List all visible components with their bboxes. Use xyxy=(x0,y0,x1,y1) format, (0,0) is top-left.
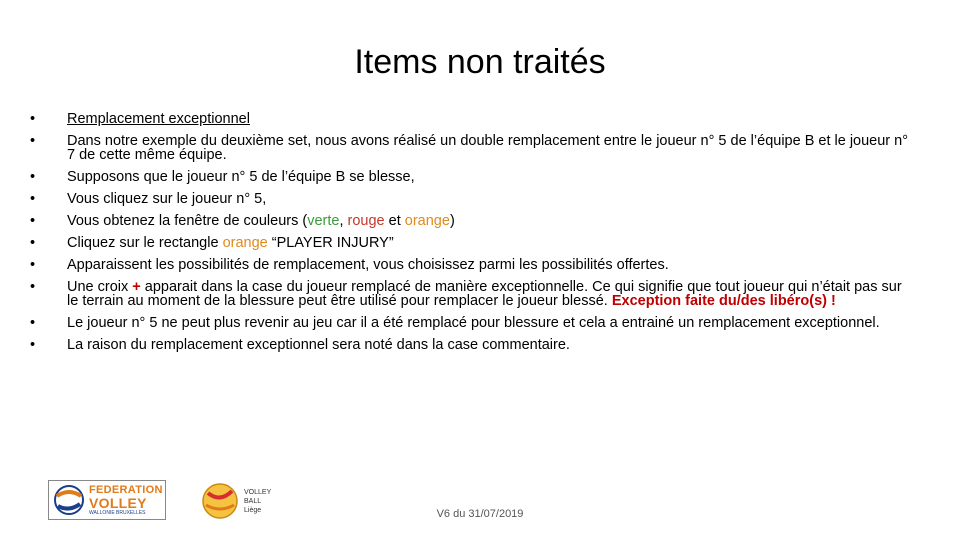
text-run: verte xyxy=(307,213,340,229)
list-item xyxy=(30,112,910,126)
list-item-text xyxy=(67,134,910,162)
logo-line-2: VOLLEY xyxy=(89,494,147,511)
bullet-point: • xyxy=(30,213,36,229)
bullet-point: • xyxy=(30,315,36,331)
bullet-point: • xyxy=(30,257,36,273)
volleyball-icon xyxy=(49,482,89,518)
bullet-point: • xyxy=(30,279,36,295)
list-item-text xyxy=(67,236,910,250)
bullet-point: • xyxy=(30,133,36,149)
federation-volley-logo xyxy=(48,480,166,520)
text-run: rouge xyxy=(347,213,385,229)
text-run: et xyxy=(384,213,405,229)
list-item xyxy=(30,338,910,352)
bullet-point: • xyxy=(30,337,36,353)
logo-line-1: FEDERATION xyxy=(89,483,163,496)
text-run: Vous obtenez la fenêtre de couleurs ( xyxy=(67,213,308,229)
bullet-point: • xyxy=(30,191,36,207)
text-run: “PLAYER INJURY” xyxy=(267,235,394,251)
list-item xyxy=(30,258,910,272)
logo-liege-line-1: VOLLEY BALL xyxy=(244,488,272,505)
text-run: Remplacement exceptionnel xyxy=(67,111,250,127)
volleyball-sun-icon xyxy=(198,479,242,523)
list-item-text xyxy=(67,258,910,272)
logo-liege-line-2: Liège xyxy=(244,506,262,514)
list-item xyxy=(30,236,910,250)
bullet-point: • xyxy=(30,169,36,185)
text-run: Supposons que le joueur n° 5 de l’équipe B se blesse, xyxy=(67,169,415,185)
text-run: Dans notre exemple du deuxième set, nous avons réalisé un double remplacement entre le joueur n° 5 de l’équipe B et le joueur n° 7 de cette même équipe. xyxy=(67,133,909,163)
list-item-text xyxy=(67,316,910,330)
list-item-text xyxy=(67,280,910,308)
list-item xyxy=(30,316,910,330)
list-item-text xyxy=(67,192,910,206)
list-item xyxy=(30,192,910,206)
list-item-text xyxy=(67,170,910,184)
slide-title: Items non traités xyxy=(354,43,606,81)
list-item xyxy=(30,170,910,184)
text-run: apparait dans la case du joueur remplacé de manière exceptionnelle. Ce qui signifie que tout joueur qui n’était pas sur le terrain au moment de la blessure peut être utilisé pour remplacer le joueur blessé. xyxy=(67,279,902,309)
list-item xyxy=(30,134,910,162)
text-run: La raison du remplacement exceptionnel sera noté dans la case commentaire. xyxy=(67,337,570,353)
text-run: ) xyxy=(449,213,455,229)
bullet-point: • xyxy=(30,111,36,127)
text-run: Cliquez sur le rectangle xyxy=(67,235,223,251)
version-footer: V6 du 31/07/2019 xyxy=(436,508,524,520)
text-run: Vous cliquez sur le joueur n° 5, xyxy=(67,191,267,207)
text-run: orange xyxy=(222,235,268,251)
list-item xyxy=(30,214,910,228)
list-item xyxy=(30,280,910,308)
text-run: Le joueur n° 5 ne peut plus revenir au jeu car il a été remplacé pour blessure et cela a entrainé un remplacement exceptionnel. xyxy=(67,315,880,331)
list-item-text xyxy=(67,338,910,352)
text-run: , xyxy=(339,213,348,229)
list-item-text xyxy=(67,112,910,126)
bullet-point: • xyxy=(30,235,36,251)
bullet-list xyxy=(30,112,910,360)
list-item-text xyxy=(67,214,910,228)
text-run: Une croix xyxy=(67,279,133,295)
volleyball-liege-logo xyxy=(198,478,288,524)
text-run: Exception faite du/des libéro(s) ! xyxy=(611,293,836,309)
logo-line-3: WALLONIE BRUXELLES xyxy=(89,509,146,516)
text-run: + xyxy=(132,279,141,295)
text-run: Apparaissent les possibilités de remplacement, vous choisissez parmi les possibilités offertes. xyxy=(67,257,669,273)
text-run: orange xyxy=(404,213,450,229)
